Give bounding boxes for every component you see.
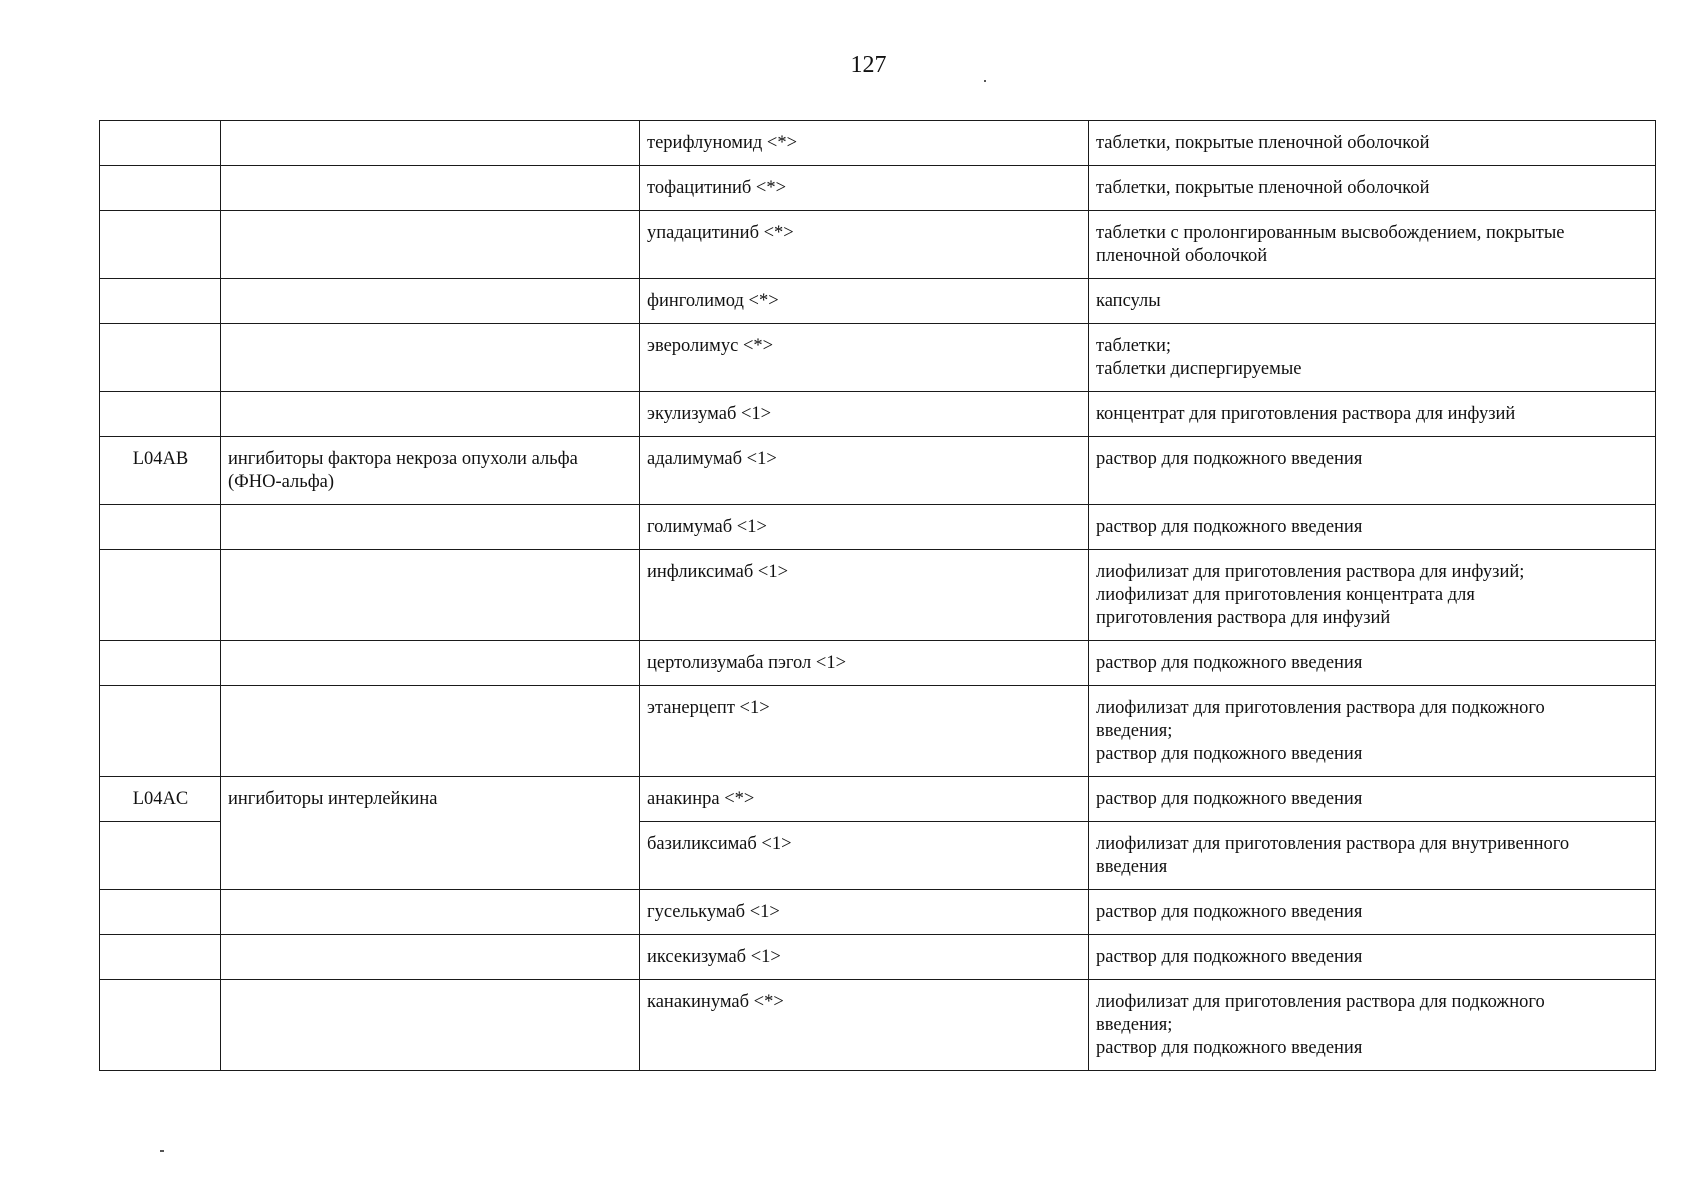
table-row	[100, 935, 1656, 980]
dosage-form-line: капсулы	[1096, 291, 1161, 311]
dosage-form-line: раствор для подкожного введения	[1096, 653, 1363, 673]
atc-code-cell	[100, 121, 221, 166]
dosage-form-cell	[1089, 550, 1656, 641]
dosage-form-cell	[1089, 641, 1656, 686]
atc-code-cell	[100, 550, 221, 641]
dosage-form-cell	[1089, 890, 1656, 935]
dosage-form-cell	[1089, 392, 1656, 437]
atc-code-cell	[100, 822, 221, 890]
dosage-form-line: введения;	[1096, 721, 1173, 741]
dosage-form-cell	[1089, 980, 1656, 1071]
atc-code-cell	[100, 935, 221, 980]
table-row	[100, 890, 1656, 935]
dosage-form-cell	[1089, 686, 1656, 777]
atc-code-cell	[100, 279, 221, 324]
drug-name-cell: цертолизумаба пэгол <1>	[640, 641, 1089, 686]
group-cell: ингибиторы интерлейкина	[221, 777, 640, 890]
drug-name-cell: адалимумаб <1>	[640, 437, 1089, 505]
drug-name-cell: эверолимус <*>	[640, 324, 1089, 392]
drug-name-cell: анакинра <*>	[640, 777, 1089, 822]
table-row	[100, 392, 1656, 437]
dosage-form-line: раствор для подкожного введения	[1096, 947, 1363, 967]
drug-name-cell: гуселькумаб <1>	[640, 890, 1089, 935]
dosage-form-line: раствор для подкожного введения	[1096, 789, 1363, 809]
atc-code-cell	[100, 324, 221, 392]
group-cell	[221, 324, 640, 392]
table-row	[100, 641, 1656, 686]
atc-code-cell: L04AB	[100, 437, 221, 505]
dosage-form-line: приготовления раствора для инфузий	[1096, 608, 1391, 628]
dosage-form-cell	[1089, 166, 1656, 211]
dosage-form-cell	[1089, 121, 1656, 166]
dosage-form-line: лиофилизат для приготовления раствора для подкожного	[1096, 992, 1545, 1012]
group-cell	[221, 279, 640, 324]
table-row	[100, 166, 1656, 211]
group-cell	[221, 550, 640, 641]
dosage-form-line: раствор для подкожного введения	[1096, 744, 1363, 764]
group-cell	[221, 392, 640, 437]
atc-code-cell	[100, 166, 221, 211]
dosage-form-line: раствор для подкожного введения	[1096, 1038, 1363, 1058]
atc-code-cell	[100, 890, 221, 935]
dosage-form-line: таблетки, покрытые пленочной оболочкой	[1096, 133, 1430, 153]
atc-code-cell	[100, 505, 221, 550]
dosage-form-line: введения;	[1096, 1015, 1173, 1035]
table-row	[100, 550, 1656, 641]
drug-name-cell: упадацитиниб <*>	[640, 211, 1089, 279]
dosage-form-cell	[1089, 437, 1656, 505]
dosage-form-line: лиофилизат для приготовления раствора для внутривенного	[1096, 834, 1570, 854]
drug-name-cell: базиликсимаб <1>	[640, 822, 1089, 890]
drug-name-cell: тофацитиниб <*>	[640, 166, 1089, 211]
group-cell	[221, 686, 640, 777]
dosage-form-line: введения	[1096, 857, 1168, 877]
table-row	[100, 437, 1656, 505]
dosage-form-cell	[1089, 777, 1656, 822]
dosage-form-line: пленочной оболочкой	[1096, 246, 1268, 266]
dosage-form-cell	[1089, 822, 1656, 890]
dosage-form-line: концентрат для приготовления раствора для инфузий	[1096, 404, 1516, 424]
group-cell	[221, 211, 640, 279]
scan-speck	[984, 80, 986, 82]
drug-name-cell: финголимод <*>	[640, 279, 1089, 324]
dosage-form-cell	[1089, 279, 1656, 324]
drug-table-body	[100, 121, 1656, 1071]
drug-name-cell: этанерцепт <1>	[640, 686, 1089, 777]
table-row	[100, 777, 1656, 822]
drug-name-cell: терифлуномид <*>	[640, 121, 1089, 166]
drug-name-cell: экулизумаб <1>	[640, 392, 1089, 437]
drug-name-cell: инфликсимаб <1>	[640, 550, 1089, 641]
dosage-form-line: таблетки диспергируемые	[1096, 359, 1302, 379]
group-cell	[221, 980, 640, 1071]
dosage-form-line: лиофилизат для приготовления раствора для инфузий;	[1096, 562, 1525, 582]
dosage-form-line: лиофилизат для приготовления раствора для подкожного	[1096, 698, 1545, 718]
dosage-form-cell	[1089, 505, 1656, 550]
table-row	[100, 980, 1656, 1071]
group-cell	[221, 121, 640, 166]
drug-table	[99, 120, 1656, 1071]
table-row	[100, 686, 1656, 777]
group-cell	[221, 505, 640, 550]
dosage-form-cell	[1089, 211, 1656, 279]
atc-code-cell	[100, 392, 221, 437]
atc-code-cell	[100, 686, 221, 777]
atc-code-cell	[100, 641, 221, 686]
dosage-form-line: таблетки, покрытые пленочной оболочкой	[1096, 178, 1430, 198]
atc-code-cell	[100, 980, 221, 1071]
atc-code-cell: L04AC	[100, 777, 221, 822]
table-row	[100, 211, 1656, 279]
dosage-form-line: таблетки;	[1096, 336, 1172, 356]
group-cell	[221, 935, 640, 980]
table-row	[100, 324, 1656, 392]
table-row	[100, 279, 1656, 324]
scan-speck	[160, 1150, 164, 1152]
dosage-form-line: раствор для подкожного введения	[1096, 517, 1363, 537]
group-cell	[221, 166, 640, 211]
dosage-form-line: раствор для подкожного введения	[1096, 902, 1363, 922]
group-cell	[221, 641, 640, 686]
atc-code-cell	[100, 211, 221, 279]
table-row	[100, 505, 1656, 550]
dosage-form-line: раствор для подкожного введения	[1096, 449, 1363, 469]
drug-name-cell: иксекизумаб <1>	[640, 935, 1089, 980]
dosage-form-cell	[1089, 324, 1656, 392]
dosage-form-line: таблетки с пролонгированным высвобождением, покрытые	[1096, 223, 1565, 243]
dosage-form-cell	[1089, 935, 1656, 980]
group-cell: ингибиторы фактора некроза опухоли альфа (ФНО-альфа)	[221, 437, 640, 505]
table-row	[100, 121, 1656, 166]
page-number: 127	[850, 52, 887, 78]
drug-name-cell: канакинумаб <*>	[640, 980, 1089, 1071]
dosage-form-line: лиофилизат для приготовления концентрата для	[1096, 585, 1475, 605]
drug-name-cell: голимумаб <1>	[640, 505, 1089, 550]
group-cell	[221, 890, 640, 935]
